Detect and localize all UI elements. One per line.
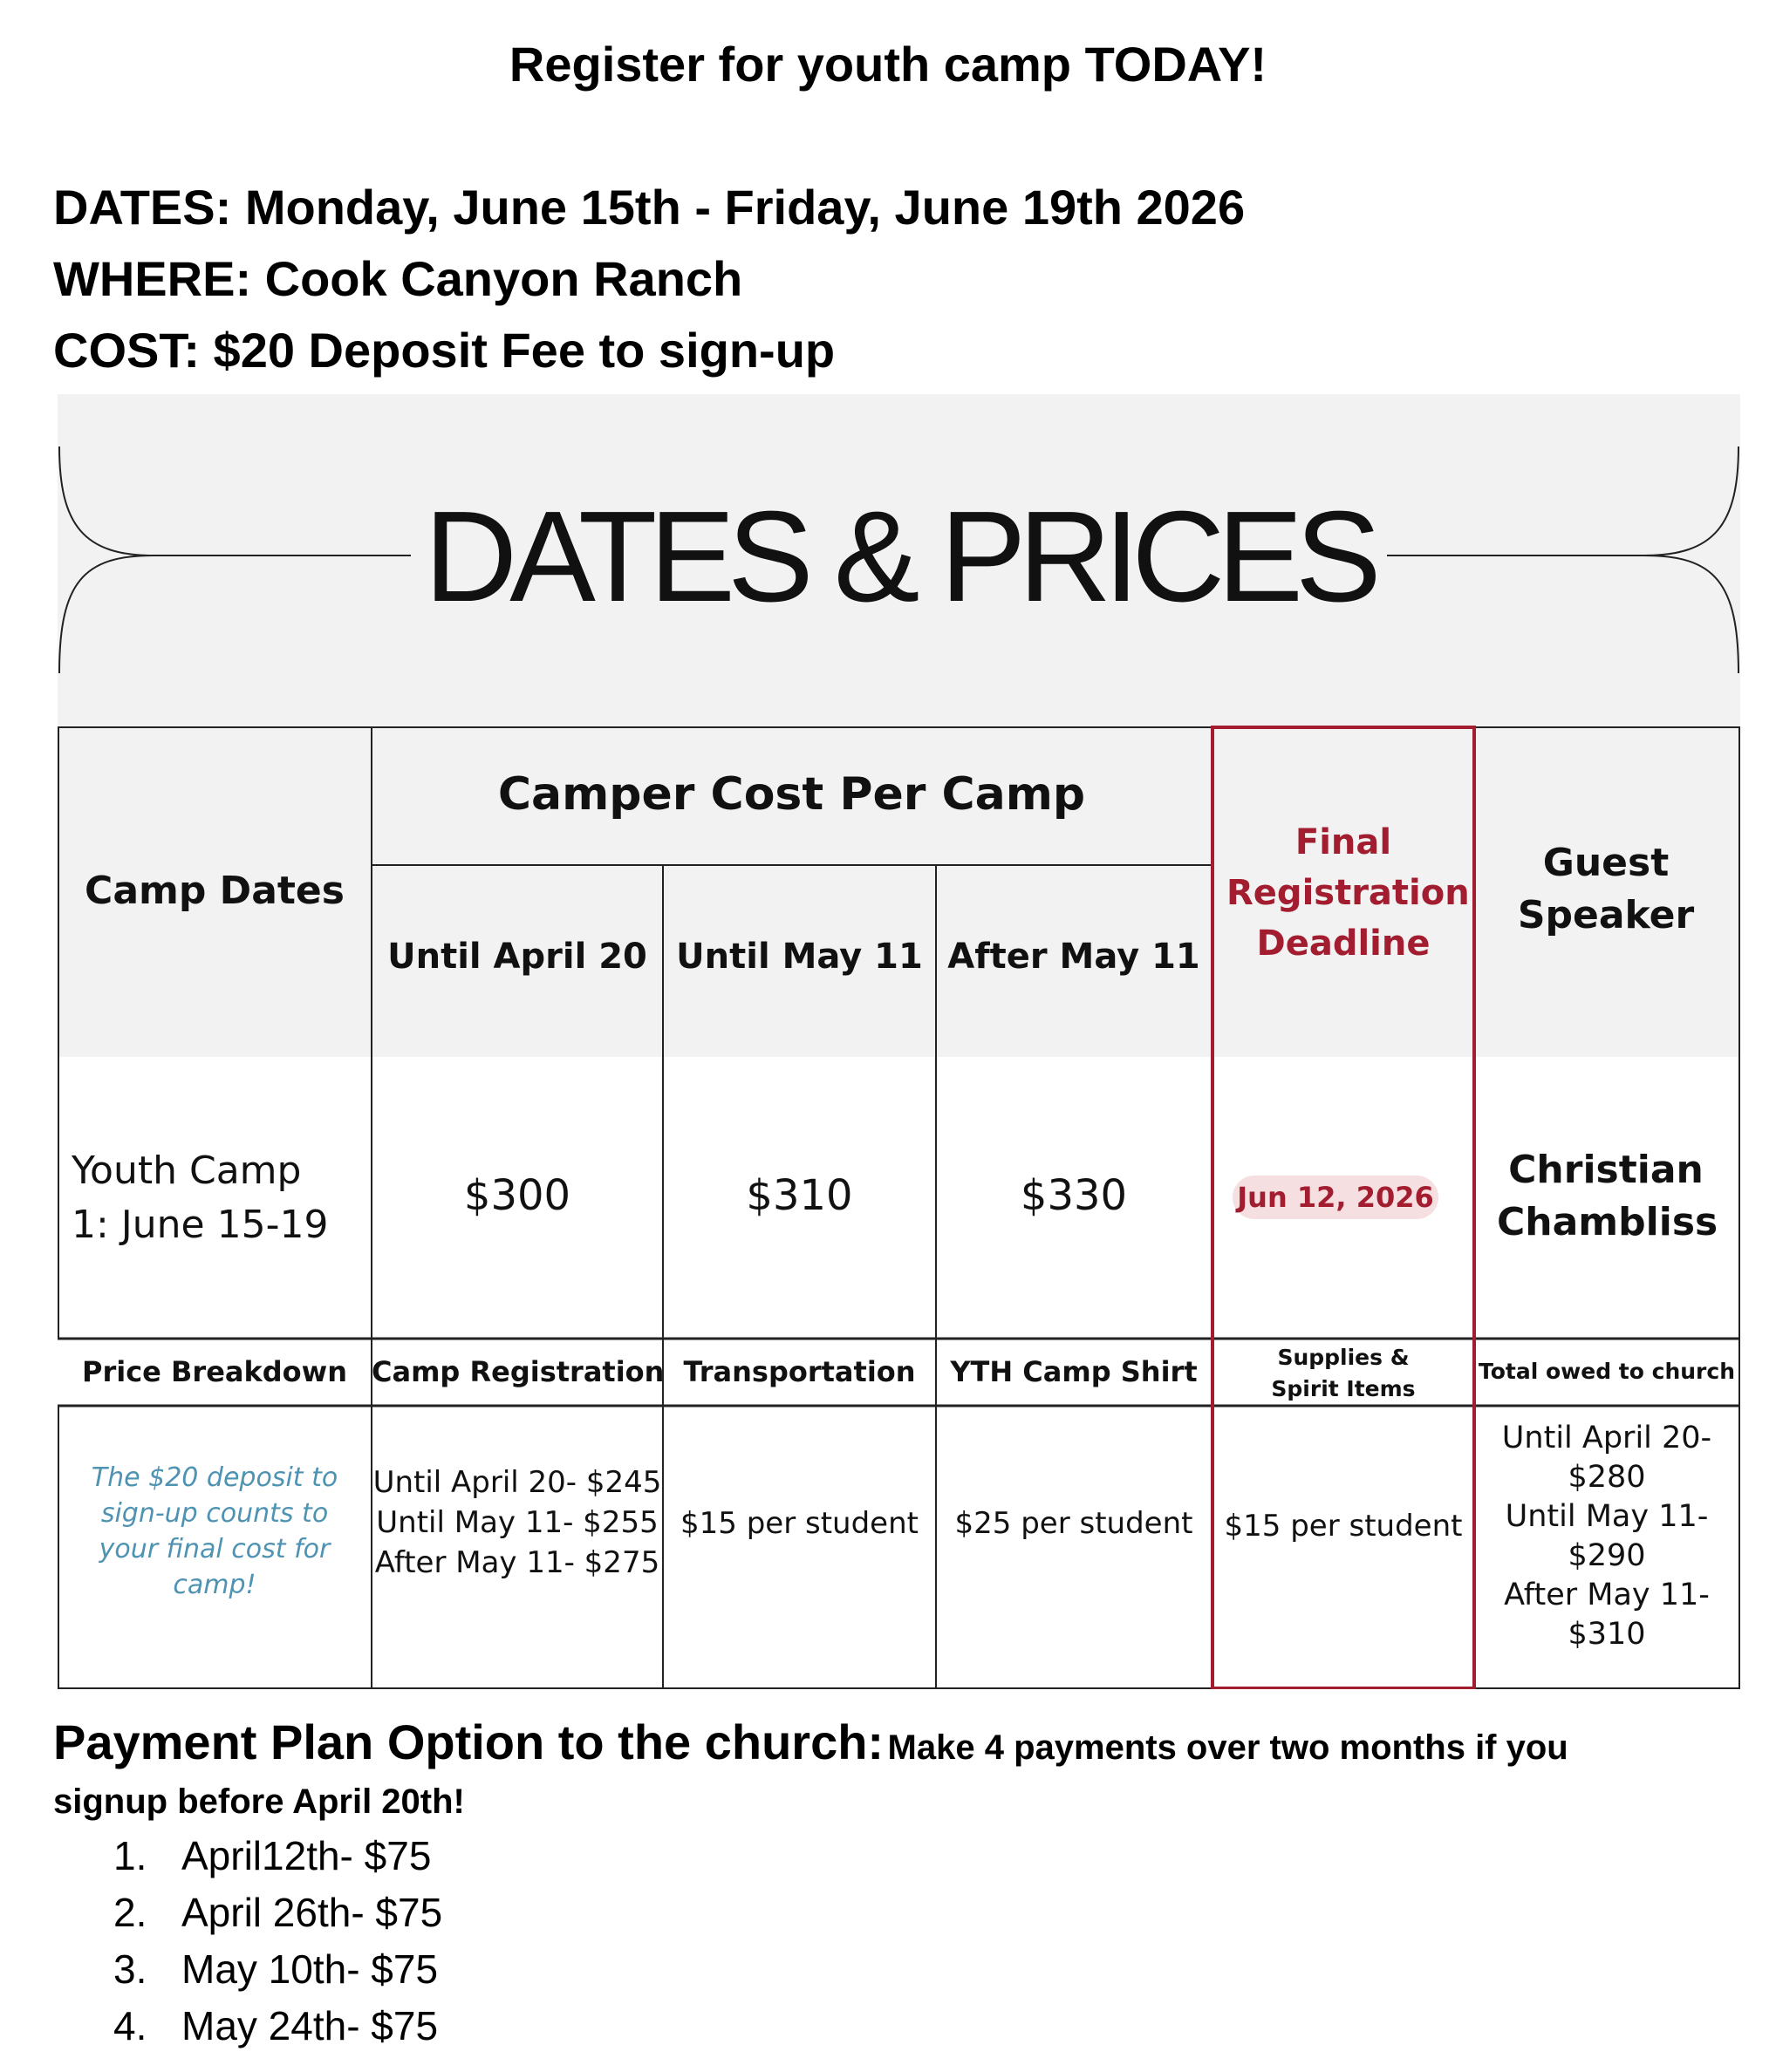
payment-item <box>113 1998 438 2054</box>
tier-2-header: Until May 11 <box>676 937 923 977</box>
payment-item-text: May 10th- $75 <box>181 1946 439 1992</box>
payment-item-text: April12th- $75 <box>181 1833 432 1878</box>
dates-line: DATES: Monday, June 15th - Friday, June 19th 2026 <box>53 180 1246 235</box>
total-owed-header: Total owed to church <box>1478 1359 1736 1384</box>
supplies-header: Supplies & Spirit Items <box>1271 1345 1416 1401</box>
price-breakdown-label: Price Breakdown <box>82 1355 347 1388</box>
payment-plan-description-cont: signup before April 20th! <box>53 1782 465 1821</box>
transportation-header: Transportation <box>683 1355 916 1388</box>
registration-header: Camp Registration <box>372 1355 665 1388</box>
cost-line: COST: $20 Deposit Fee to sign-up <box>53 323 836 378</box>
payment-plan-title: Payment Plan Option to the church: <box>53 1714 885 1769</box>
total-line-4: $290 <box>1568 1538 1646 1573</box>
payment-plan-description: Make 4 payments over two months if you <box>887 1728 1568 1767</box>
total-line-1: Until April 20- <box>1501 1421 1712 1455</box>
payment-plan-heading <box>53 1713 1568 1785</box>
total-line-5: After May 11- <box>1504 1578 1710 1612</box>
camper-cost-header: Camper Cost Per Camp <box>497 768 1086 821</box>
payment-item <box>113 1941 438 1997</box>
registration-prices <box>372 1462 663 1583</box>
transportation-cost: $15 per student <box>680 1506 919 1541</box>
payment-item-number: 4. <box>113 2003 147 2048</box>
payment-item <box>113 1885 442 1940</box>
registration-tier-2: Until May 11- $255 <box>376 1505 659 1540</box>
registration-tier-1: Until April 20- $245 <box>372 1465 662 1500</box>
registration-tier-3: After May 11- $275 <box>374 1545 660 1580</box>
payment-item <box>113 1828 431 1884</box>
camp-dates-header: Camp Dates <box>85 869 345 913</box>
dates-prices-flyer <box>58 394 1740 1689</box>
payment-item-number: 2. <box>113 1890 147 1935</box>
price-tier-1: $300 <box>463 1171 571 1220</box>
price-tier-3: $330 <box>1020 1171 1128 1220</box>
flyer-headline: DATES & PRICES <box>424 485 1374 629</box>
payment-item-text: May 24th- $75 <box>181 2003 439 2048</box>
payment-item-number: 3. <box>113 1946 147 1992</box>
total-line-6: $310 <box>1568 1617 1646 1652</box>
camp-name-cell: Youth Camp 1: June 15-19 <box>72 1148 329 1247</box>
deadline-date: Jun 12, 2026 <box>1237 1181 1434 1214</box>
deposit-note: The $20 deposit to sign-up counts to your final cost for camp! <box>91 1462 338 1600</box>
payment-item-text: April 26th- $75 <box>181 1890 443 1935</box>
deadline-header: Final Registration Deadline <box>1226 822 1470 964</box>
tier-3-header: After May 11 <box>947 937 1200 977</box>
supplies-cost: $15 per student <box>1224 1509 1463 1544</box>
price-tier-2: $310 <box>746 1171 853 1220</box>
total-owed-values <box>1474 1419 1739 1654</box>
tier-1-header: Until April 20 <box>387 937 647 977</box>
where-line: WHERE: Cook Canyon Ranch <box>53 251 743 306</box>
payment-item-number: 1. <box>113 1833 147 1878</box>
guest-speaker-header: Guest Speaker <box>1517 841 1695 937</box>
total-line-2: $280 <box>1568 1460 1646 1495</box>
total-line-3: Until May 11- <box>1505 1499 1709 1534</box>
speaker-name: Christian Chambliss <box>1497 1148 1718 1244</box>
shirt-header: YTH Camp Shirt <box>950 1355 1198 1388</box>
page-title: Register for youth camp TODAY! <box>509 37 1267 92</box>
shirt-cost: $25 per student <box>954 1506 1193 1541</box>
